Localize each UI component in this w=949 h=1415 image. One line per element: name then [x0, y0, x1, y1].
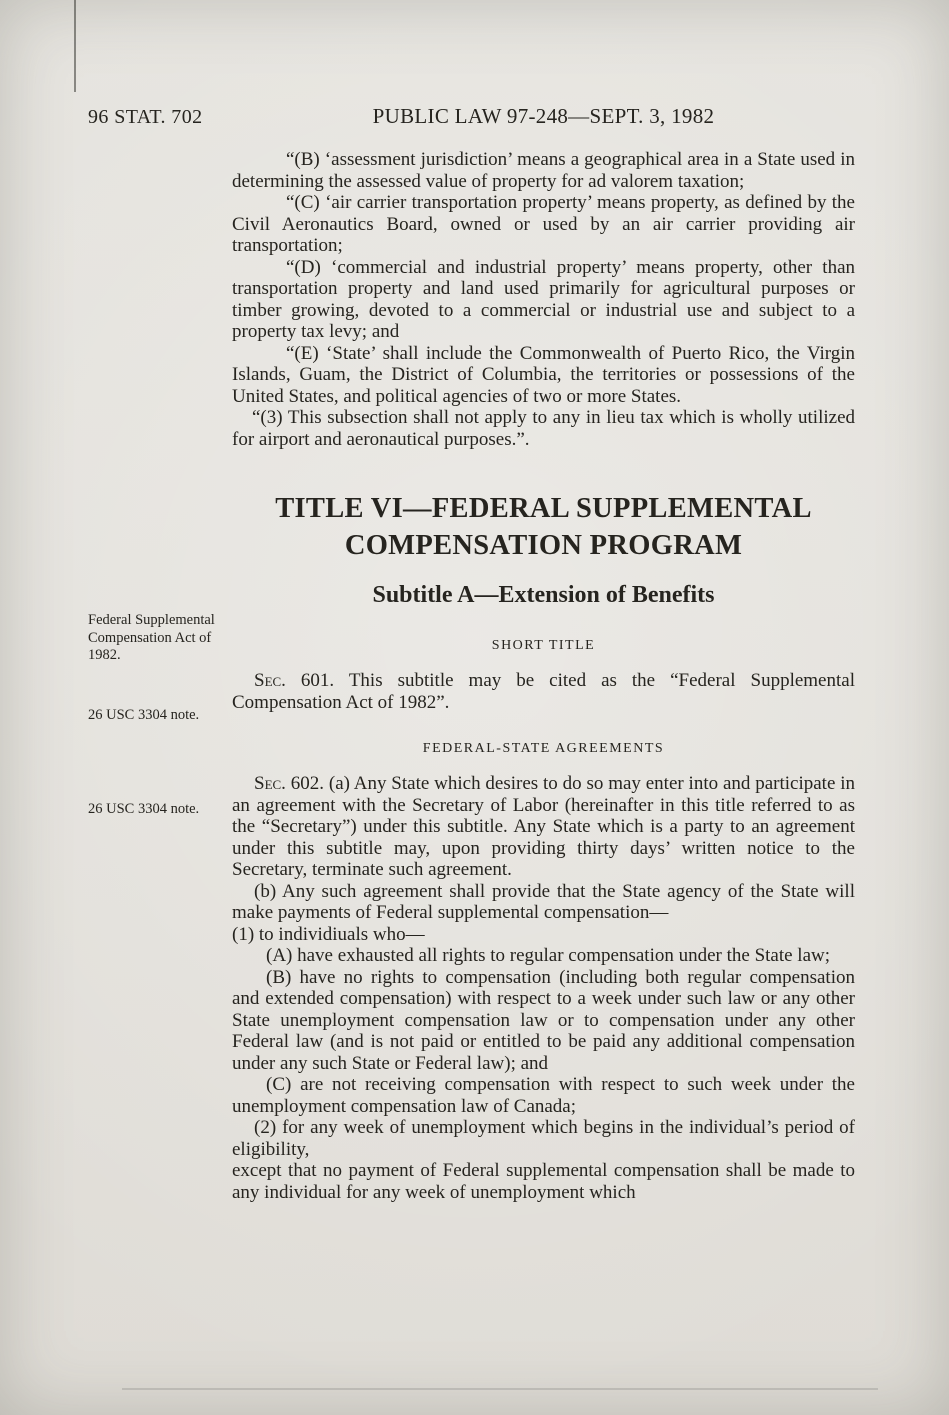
title-vi-heading-line-1: TITLE VI—FEDERAL SUPPLEMENTAL [275, 493, 812, 524]
margin-note-usc-3304-sec601: 26 USC 3304 note. [88, 707, 200, 723]
short-title-heading: SHORT TITLE [491, 638, 596, 653]
definition-paragraph-C: “(C) ‘air carrier transportation property’ means property, as defined by the Civil Aeronautics Board, owned or used by an air carrier providing air transportation; [232, 192, 855, 256]
definition-paragraph-D: “(D) ‘commercial and industrial property’ means property, other than transportation property and land used primarily for agricultural purposes or timber growing, devoted to a commercial or industrial use and subject to a property tax levy; and [232, 256, 855, 342]
sec-601-text: This subtitle may be cited as the “Federal Supplemental Compensation Act of 1982”. [232, 670, 855, 713]
stat-page-number: 96 STAT. 702 [88, 106, 203, 128]
sec-602b-paragraph: (b) Any such agreement shall provide that the State agency of the State will make payments of Federal supplemental compensation— [232, 880, 855, 923]
sec-602a-text: (a) Any State which desires to do so may enter into and participate in an agreement with the Secretary of Labor (hereinafter in this title referred to as the “Secretary”) under this subtitle. Any State which is a party to an agreement under this subtitle may, upon providing thirty days’ written notice to the Secretary, terminate such agreement. [232, 773, 856, 880]
definition-paragraph-E: “(E) ‘State’ shall include the Commonwealth of Puerto Rico, the Virgin Islands, Guam, the District of Columbia, the territories or possessions of the United States, and political agencies of two or more States. [232, 342, 855, 407]
clause-1C-canada: (C) are not receiving compensation with respect to such week under the unemployment compensation law of Canada; [232, 1074, 855, 1117]
except-clause: except that no payment of Federal supplemental compensation shall be made to any individual for any week of unemployment which [232, 1160, 855, 1203]
clause-2-week-of-unemployment: (2) for any week of unemployment which begins in the individual’s period of eligibility, [232, 1117, 855, 1160]
margin-note-usc-3304-sec602: 26 USC 3304 note. [88, 801, 200, 817]
sec-602-number: Sec. 602. [254, 773, 325, 794]
paragraph-3-in-lieu-tax: “(3) This subsection shall not apply to any in lieu tax which is wholly utilized for airport and aeronautical purposes.”. [232, 407, 855, 450]
statute-text-column [232, 149, 855, 1203]
margin-note-act-citation: Federal Supplemental Compensation Act of 1982. [88, 612, 215, 663]
definition-paragraph-B: “(B) ‘assessment jurisdiction’ means a geographical area in a State used in determining the assessed value of property for ad valorem taxation; [232, 149, 855, 192]
scan-artifact-top-line [74, 0, 76, 92]
clause-1A-exhausted-rights: (A) have exhausted all rights to regular compensation under the State law; [266, 945, 831, 966]
title-vi-heading-line-2: COMPENSATION PROGRAM [344, 530, 743, 561]
sec-602a-paragraph [232, 773, 855, 881]
federal-state-agreements-heading: FEDERAL-STATE AGREEMENTS [422, 741, 665, 756]
scan-artifact-bottom-line [122, 1388, 878, 1390]
clause-1B-no-rights: (B) have no rights to compensation (including both regular compensation and extended compensation) with respect to a week under such law or any other State unemployment compensation law or to compensation under any other Federal law (and is not paid or entitled to be paid any additional compensation under any such State or Federal law); and [232, 966, 855, 1074]
title-vi-heading [232, 490, 855, 564]
sec-601-paragraph [232, 670, 855, 713]
sec-601-number: Sec. 601. [254, 670, 335, 691]
public-law-running-head: PUBLIC LAW 97-248—SEPT. 3, 1982 [372, 104, 715, 128]
clause-1-individuals: (1) to individiuals who— [232, 923, 425, 945]
subtitle-a-heading: Subtitle A—Extension of Benefits [372, 582, 715, 608]
